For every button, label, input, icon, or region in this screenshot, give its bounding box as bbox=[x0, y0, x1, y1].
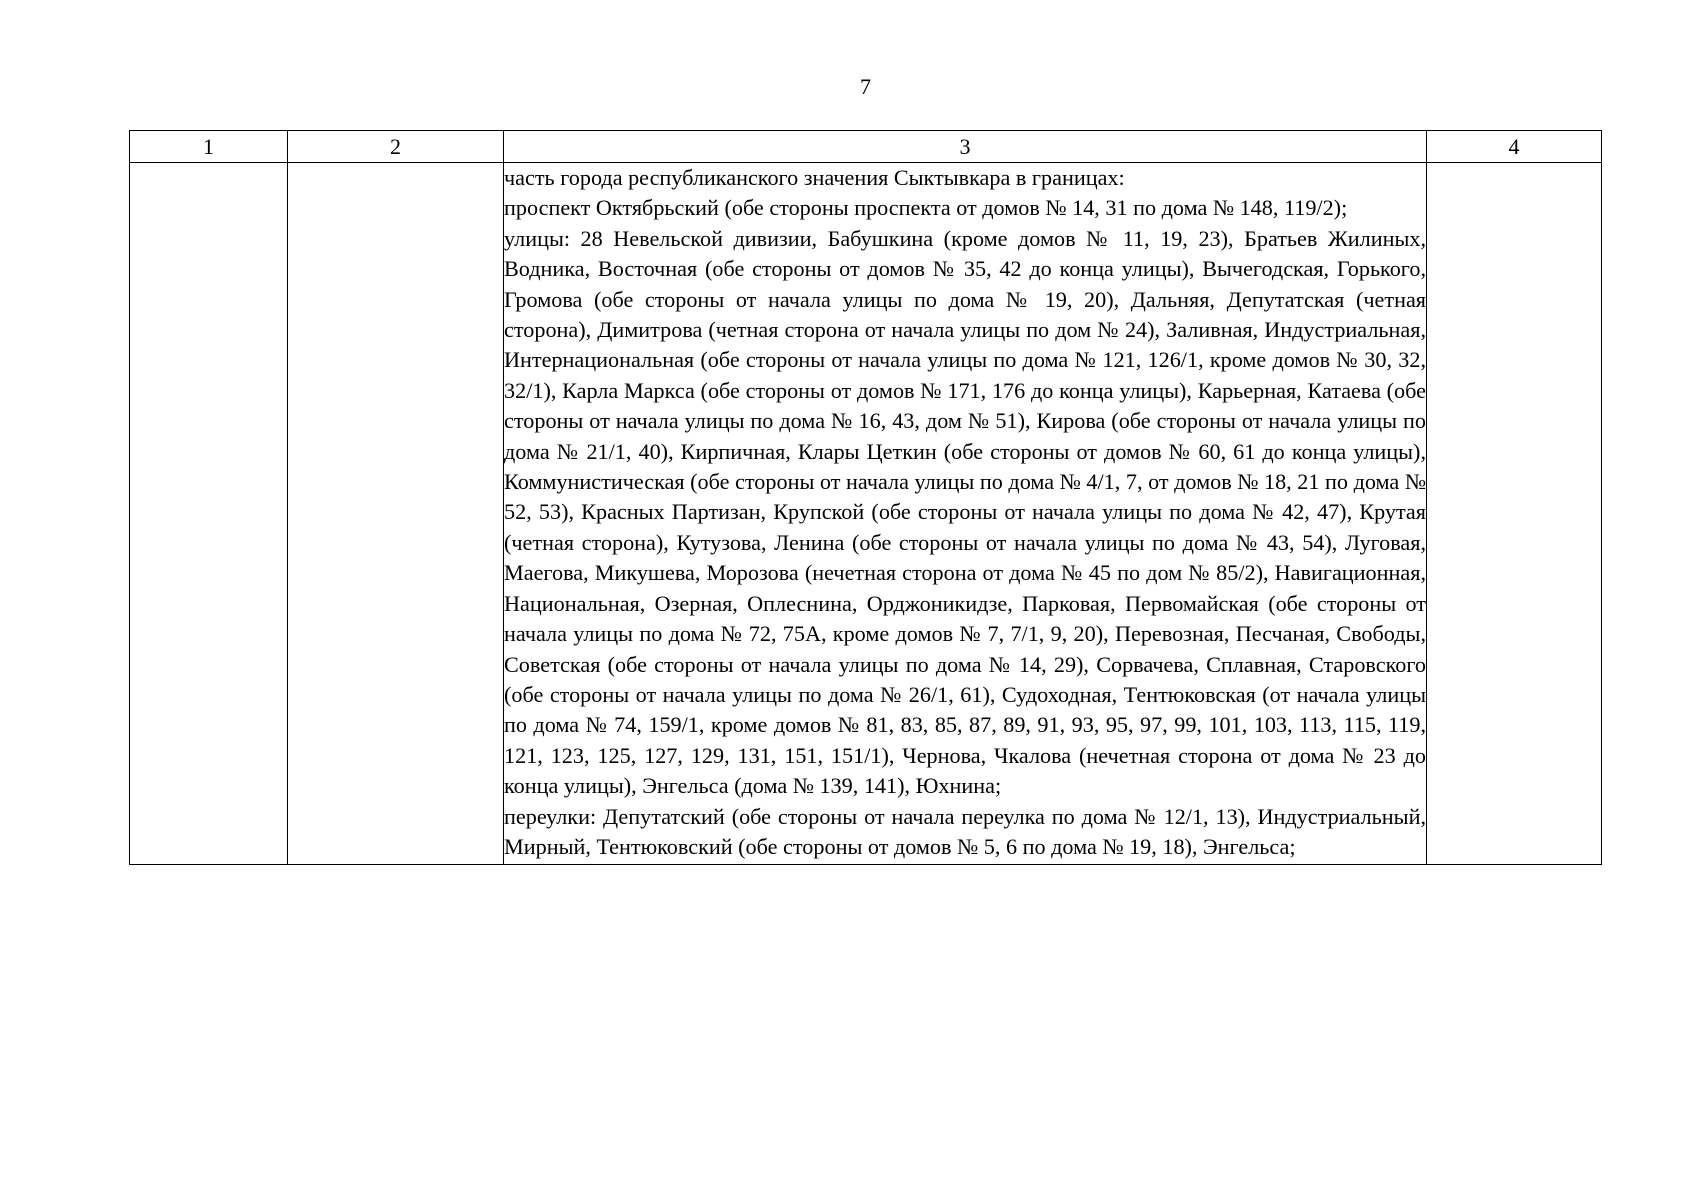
avenue-paragraph: проспект Октябрьский (обе стороны проспекта от домов № 14, 31 по дома № 148, 119/2); bbox=[504, 195, 1348, 221]
table-row bbox=[130, 163, 1602, 865]
column-header-4: 4 bbox=[1427, 131, 1602, 163]
boundaries-table bbox=[129, 130, 1602, 865]
streets-paragraph: улицы: 28 Невельской дивизии, Бабушкина (кроме домов № 11, 19, 23), Братьев Жилиных, Водника, Восточная (обе стороны от домов № 35, 42 до конца улицы), Вычегодская, Горького, Громова (обе стороны от начала улицы по дома № 19, 20), Дальняя, Депутатская (четная сторона), Димитрова (четная сторона от начала улицы по дом № 24), Заливная, Индустриальная, Интернациональная (обе стороны от начала улицы по дома № 121, 126/1, кроме домов № 30, 32, 32/1), Карла Маркса (обе стороны от домов № 171, 176 до конца улицы), Карьерная, Катаева (обе стороны от начала улицы по дома № 16, 43, дом № 51), Кирова (обе стороны от начала улицы по дома № 21/1, 40), Кирпичная, Клары Цеткин (обе стороны от домов № 60, 61 до конца улицы), Коммунистическая (обе стороны от начала улицы по дома № 4/1, 7, от домов № 18, 21 по дома № 52, 53), Красных Партизан, Крупской (обе стороны от начала улицы по дома № 42, 47), Крутая (четная сторона), Кутузова, Ленина (обе стороны от начала улицы по дома № 43, 54), Луговая, Маегова, Микушева, Морозова (нечетная сторона от дома № 45 по дом № 85/2), Навигационная, Национальная, Озерная, Оплеснина, Орджоникидзе, Парковая, Первомайская (обе стороны от начала улицы по дома № 72, 75А, кроме домов № 7, 7/1, 9, 20), Перевозная, Песчаная, Свободы, Советская (обе стороны от начала улицы по дома № 14, 29), Сорвачева, Сплавная, Старовского (обе стороны от начала улицы по дома № 26/1, 61), Судоходная, Тентюковская (от начала улицы по дома № 74, 159/1, кроме домов № 81, 83, 85, 87, 89, 91, 93, 95, 97, 99, 101, 103, 113, 115, 119, 121, 123, 125, 127, 129, 131, 151, 151/1), Чернова, Чкалова (нечетная сторона от дома № 23 до конца улицы), Энгельса (дома № 139, 141), Юхнина; bbox=[504, 225, 1426, 799]
column-header-1: 1 bbox=[130, 131, 288, 163]
page-number: 7 bbox=[860, 74, 871, 99]
cell-bottom-spacer bbox=[504, 862, 1426, 864]
lanes-paragraph: переулки: Депутатский (обе стороны от начала переулка по дома № 12/1, 13), Индустриальный, Мирный, Тентюковский (обе стороны от домов № 5, 6 по дома № 19, 18), Энгельса; bbox=[504, 803, 1426, 859]
table-cell-col3 bbox=[504, 163, 1427, 865]
table-cell-col1 bbox=[130, 163, 288, 865]
column-header-3: 3 bbox=[504, 131, 1427, 163]
table-header-row bbox=[130, 131, 1602, 163]
table-cell-col2 bbox=[288, 163, 504, 865]
area-intro-paragraph: часть города республиканского значения Сыктывкара в границах: bbox=[504, 165, 1125, 190]
table-cell-col4 bbox=[1427, 163, 1602, 865]
column-header-2: 2 bbox=[288, 131, 504, 163]
